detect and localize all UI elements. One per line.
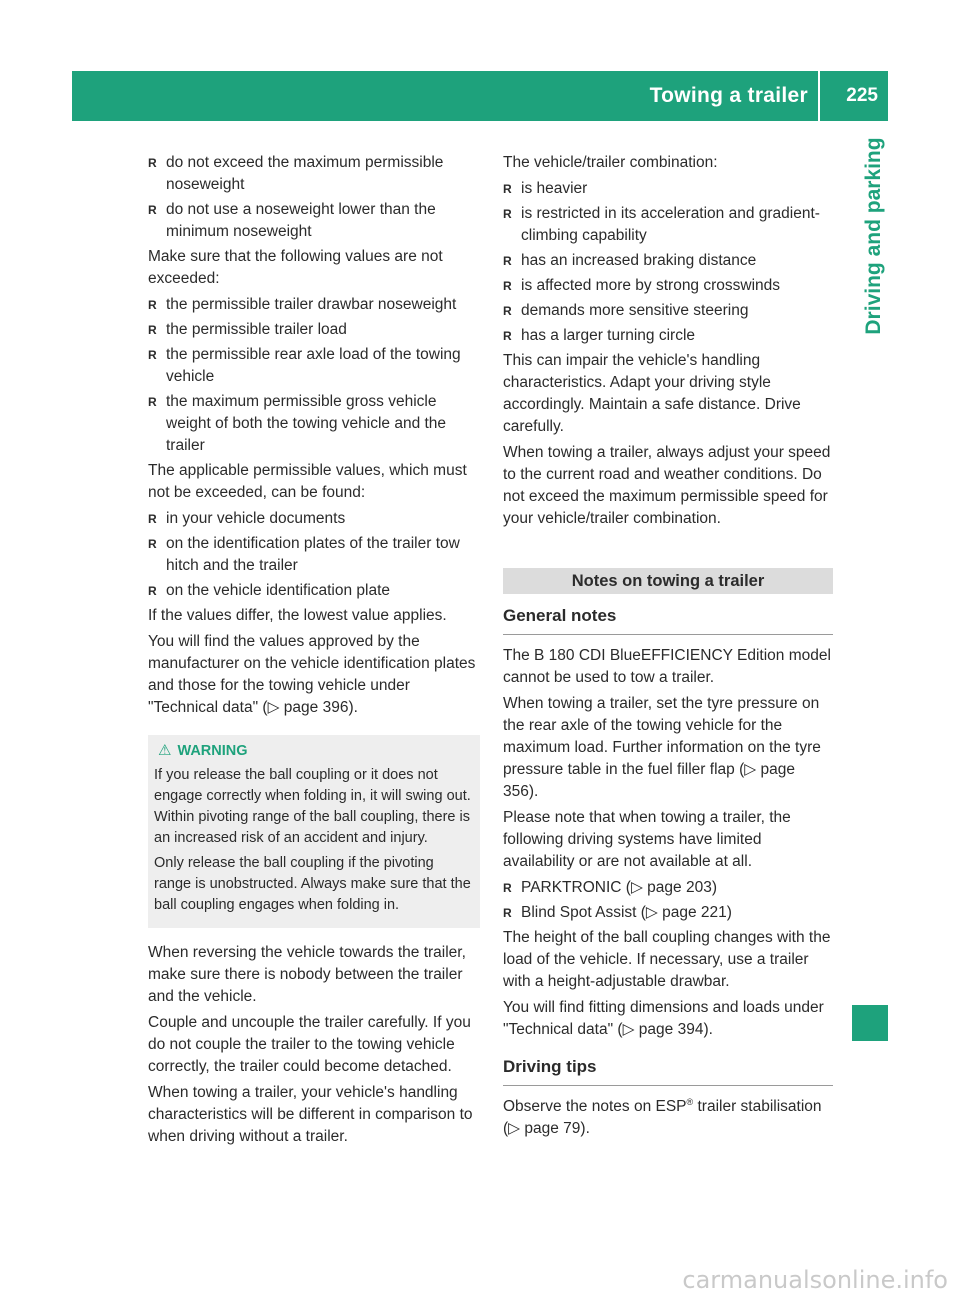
right-column <box>503 152 833 1144</box>
list-item: R is affected more by strong crosswinds <box>503 275 833 297</box>
list-item: R on the vehicle identification plate <box>148 580 480 602</box>
bullet-marker: R <box>148 395 157 409</box>
left-column <box>148 152 480 1152</box>
header-bar <box>72 71 888 121</box>
bullet-marker: R <box>503 304 512 318</box>
bullet-marker: R <box>503 329 512 343</box>
section-title: Notes on towing a trailer <box>503 568 833 594</box>
subheading-general-notes: General notes <box>503 604 833 635</box>
watermark: carmanualsonline.info <box>682 1266 948 1294</box>
paragraph: The B 180 CDI BlueEFFICIENCY Edition model cannot be used to tow a trailer. <box>503 647 831 686</box>
paragraph: When reversing the vehicle towards the trailer, make sure there is nobody between the trailer and the vehicle. <box>148 944 466 1005</box>
bullet-marker: R <box>148 348 157 362</box>
paragraph: The applicable permissible values, which must not be exceeded, can be found: <box>148 462 467 501</box>
paragraph: When towing a trailer, set the tyre pressure on the rear axle of the towing vehicle for the maximum load. Further information on the tyre pressure table in the fuel filler flap (▷ page 356). <box>503 695 821 800</box>
paragraph: Observe the notes on ESP® trailer stabilisation (▷ page 79). <box>503 1096 822 1137</box>
list-item: R is heavier <box>503 178 833 200</box>
bullet-marker: R <box>503 182 512 196</box>
warning-heading: ⚠ WARNING <box>158 742 248 759</box>
bullet-marker: R <box>148 512 157 526</box>
list-item: R Blind Spot Assist (▷ page 221) <box>503 902 833 924</box>
paragraph: When towing a trailer, your vehicle's handling characteristics will be different in comparison to when driving without a trailer. <box>148 1084 473 1145</box>
bullet-marker: R <box>148 156 157 170</box>
list-item: R in your vehicle documents <box>148 508 480 530</box>
list-item: R the permissible trailer load <box>148 319 480 341</box>
list-item: R do not use a noseweight lower than the minimum noseweight <box>148 201 436 240</box>
paragraph: You will find fitting dimensions and loads under "Technical data" (▷ page 394). <box>503 999 824 1038</box>
side-tab <box>852 121 888 351</box>
list-item: R PARKTRONIC (▷ page 203) <box>503 877 833 899</box>
list-item: R the permissible trailer drawbar noseweight <box>148 294 480 316</box>
page-number: 225 <box>846 85 878 106</box>
paragraph: Couple and uncouple the trailer carefully. If you do not couple the trailer to the towing vehicle correctly, the trailer could become detached. <box>148 1014 471 1075</box>
list-item: R demands more sensitive steering <box>503 300 833 322</box>
side-tab-marker <box>852 1005 888 1041</box>
bullet-marker: R <box>503 254 512 268</box>
paragraph: The height of the ball coupling changes with the load of the vehicle. If necessary, use a trailer with a height-adjustable drawbar. <box>503 929 831 990</box>
bullet-marker: R <box>503 906 512 920</box>
bullet-marker: R <box>148 203 157 217</box>
bullet-marker: R <box>503 881 512 895</box>
paragraph: The vehicle/trailer combination: <box>503 154 718 171</box>
side-tab-label: Driving and parking <box>862 137 885 335</box>
bullet-marker: R <box>503 279 512 293</box>
paragraph: This can impair the vehicle's handling characteristics. Adapt your driving style accordingly. Maintain a safe distance. Drive carefully. <box>503 352 801 435</box>
subheading-driving-tips: Driving tips <box>503 1055 833 1086</box>
bullet-marker: R <box>148 298 157 312</box>
list-item: R is restricted in its acceleration and gradient-climbing capability <box>503 205 820 244</box>
warning-triangle-icon: ⚠ <box>158 742 172 759</box>
list-item: R the permissible rear axle load of the towing vehicle <box>148 346 461 385</box>
paragraph: Please note that when towing a trailer, the following driving systems have limited availability or are not available at all. <box>503 809 791 870</box>
bullet-marker: R <box>148 323 157 337</box>
warning-box <box>148 735 480 928</box>
paragraph: Make sure that the following values are not exceeded: <box>148 248 443 287</box>
list-item: R do not exceed the maximum permissible noseweight <box>148 154 444 193</box>
list-item: R the maximum permissible gross vehicle weight of both the towing vehicle and the trailer <box>148 393 447 454</box>
paragraph: If the values differ, the lowest value applies. <box>148 607 447 624</box>
bullet-marker: R <box>503 207 512 221</box>
warning-text: Only release the ball coupling if the pivoting range is unobstructed. Always make sure that the ball coupling engages when folding in. <box>154 855 471 913</box>
list-item: R on the identification plates of the trailer tow hitch and the trailer <box>148 535 460 574</box>
header-title: Towing a trailer <box>650 71 820 121</box>
bullet-marker: R <box>148 537 157 551</box>
bullet-marker: R <box>148 584 157 598</box>
list-item: R has a larger turning circle <box>503 325 833 347</box>
paragraph: When towing a trailer, always adjust your speed to the current road and weather conditions. Do not exceed the maximum permissible speed for your vehicle/trailer combination. <box>503 444 831 527</box>
paragraph: You will find the values approved by the manufacturer on the vehicle identification plates and those for the towing vehicle under "Technical data" (▷ page 396). <box>148 633 476 716</box>
warning-text: If you release the ball coupling or it does not engage correctly when folding in, it will swing out. Within pivoting range of the ball coupling, there is an increased risk of an accident and injury. <box>154 767 471 846</box>
list-item: R has an increased braking distance <box>503 250 833 272</box>
